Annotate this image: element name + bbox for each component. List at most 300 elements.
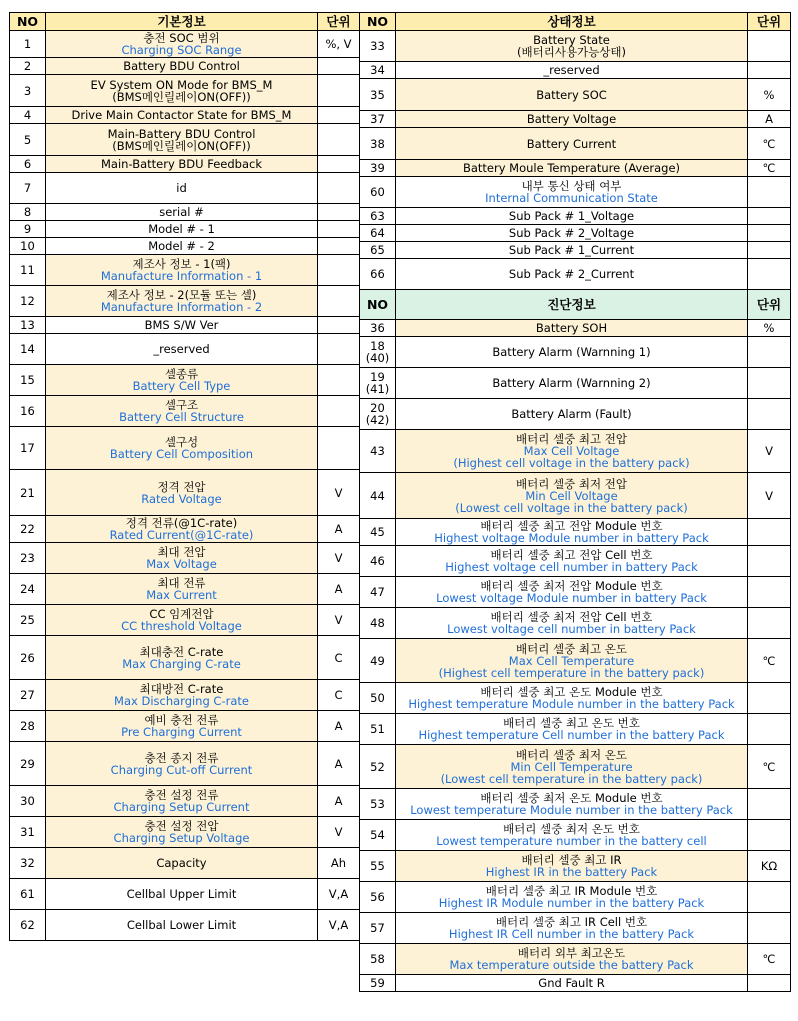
row-unit bbox=[318, 156, 360, 173]
row-number: 24 bbox=[10, 574, 46, 605]
row-description bbox=[396, 337, 748, 368]
row-unit: V bbox=[748, 473, 791, 519]
row-unit: A bbox=[318, 711, 360, 742]
row-description bbox=[46, 817, 318, 848]
description-primary: 내부 통신 상태 여부 bbox=[521, 179, 622, 193]
description-english: Min Cell Voltage bbox=[525, 488, 618, 503]
description-english: CC threshold Voltage bbox=[121, 619, 242, 633]
description-english: Highest voltage Module number in battery Pack bbox=[434, 531, 709, 545]
row-number: 52 bbox=[360, 745, 396, 789]
table-row bbox=[360, 820, 791, 851]
description-primary: Battery Voltage bbox=[526, 112, 617, 126]
description-english-detail: (Lowest cell voltage in the battery pack) bbox=[455, 500, 688, 515]
description-primary: Battery State bbox=[533, 33, 610, 47]
description-english: Lowest voltage cell number in battery Pack bbox=[447, 622, 696, 636]
row-number: 39 bbox=[360, 160, 396, 177]
row-unit bbox=[748, 242, 791, 259]
table-row bbox=[360, 714, 791, 745]
row-description bbox=[396, 546, 748, 577]
row-number: 48 bbox=[360, 608, 396, 639]
description-primary: _reserved bbox=[153, 342, 210, 356]
row-number: 17 bbox=[10, 427, 46, 470]
description-primary: Model # - 1 bbox=[148, 222, 215, 236]
row-unit bbox=[748, 177, 791, 208]
row-number: 61 bbox=[10, 879, 46, 910]
description-english: Highest IR Cell number in the battery Pack bbox=[448, 927, 695, 941]
table-row bbox=[360, 608, 791, 639]
row-unit: A bbox=[318, 516, 360, 543]
description-english: Lowest temperature Module number in the battery Pack bbox=[410, 803, 733, 817]
row-unit: Ah bbox=[318, 848, 360, 879]
row-number: 44 bbox=[360, 473, 396, 519]
description-primary: Model # - 2 bbox=[148, 239, 215, 253]
row-description bbox=[46, 75, 318, 107]
table-row bbox=[10, 396, 360, 427]
row-unit bbox=[748, 62, 791, 79]
table-row bbox=[360, 337, 791, 368]
table-row bbox=[10, 879, 360, 910]
row-description bbox=[46, 255, 318, 286]
row-number: 30 bbox=[10, 786, 46, 817]
description-english: Max Discharging C-rate bbox=[114, 694, 249, 708]
table-row bbox=[10, 238, 360, 255]
description-english: Charging SOC Range bbox=[121, 43, 242, 57]
description-primary: 셀구성 bbox=[164, 435, 199, 449]
description-primary: Battery Current bbox=[526, 136, 617, 151]
row-description bbox=[396, 79, 748, 111]
row-description bbox=[46, 156, 318, 173]
table-row bbox=[360, 128, 791, 160]
table-row bbox=[10, 574, 360, 605]
row-unit bbox=[318, 317, 360, 334]
row-number: 19 (41) bbox=[360, 368, 396, 399]
table-row bbox=[360, 851, 791, 882]
table-row bbox=[10, 543, 360, 574]
table-row bbox=[10, 255, 360, 286]
row-description bbox=[396, 259, 748, 290]
row-unit bbox=[748, 31, 791, 62]
description-english: Manufacture Information - 2 bbox=[100, 300, 263, 314]
table-row bbox=[360, 62, 791, 79]
table-row bbox=[360, 577, 791, 608]
status-info-rows bbox=[360, 31, 791, 290]
row-unit: A bbox=[318, 574, 360, 605]
table-row bbox=[360, 683, 791, 714]
description-english: Rated Current(@1C-rate) bbox=[109, 528, 254, 542]
table-row bbox=[360, 745, 791, 789]
row-description bbox=[46, 910, 318, 941]
row-number: 28 bbox=[10, 711, 46, 742]
row-unit bbox=[748, 608, 791, 639]
row-description bbox=[396, 608, 748, 639]
row-number: 7 bbox=[10, 173, 46, 204]
basic-info-rows bbox=[10, 31, 360, 941]
description-english: Highest temperature Module number in the battery Pack bbox=[408, 697, 735, 711]
row-description bbox=[46, 711, 318, 742]
description-primary: 제조사 정보 - 1(팩) bbox=[132, 257, 231, 271]
row-description bbox=[46, 124, 318, 156]
row-number: 49 bbox=[360, 639, 396, 683]
description-note: (배터리사용가능상태) bbox=[517, 45, 626, 59]
row-unit bbox=[748, 519, 791, 546]
row-number: 53 bbox=[360, 789, 396, 820]
description-english: Charging Setup Current bbox=[113, 800, 250, 814]
row-description bbox=[396, 177, 748, 208]
description-english: Highest IR in the battery Pack bbox=[485, 865, 658, 879]
row-description bbox=[46, 238, 318, 255]
row-description bbox=[46, 427, 318, 470]
row-description bbox=[46, 396, 318, 427]
header-no: NO bbox=[360, 290, 396, 320]
description-primary: 배터리 셀중 최저 온도 bbox=[516, 747, 627, 762]
row-unit: C bbox=[318, 680, 360, 711]
description-primary: 배터리 셀중 최고 온도 번호 bbox=[503, 716, 640, 730]
table-row bbox=[10, 107, 360, 124]
row-description bbox=[46, 365, 318, 396]
table-row bbox=[360, 882, 791, 913]
description-primary: Battery SOC bbox=[536, 87, 607, 102]
row-unit: ℃ bbox=[748, 745, 791, 789]
row-unit bbox=[748, 259, 791, 290]
row-description bbox=[396, 225, 748, 242]
row-unit: A bbox=[748, 111, 791, 128]
header-unit: 단위 bbox=[318, 13, 360, 31]
status-diagnostic-table bbox=[359, 12, 791, 992]
row-description bbox=[396, 944, 748, 975]
table-row bbox=[360, 944, 791, 975]
description-primary: 배터리 셀중 최저 온도 번호 bbox=[503, 822, 640, 836]
row-unit: % bbox=[748, 320, 791, 337]
table-row bbox=[10, 516, 360, 543]
description-english: Min Cell Temperature bbox=[510, 759, 633, 774]
description-english: Pre Charging Current bbox=[121, 725, 242, 739]
description-primary: 충전 설정 전류 bbox=[144, 788, 219, 802]
description-primary: 최대 전압 bbox=[157, 545, 206, 559]
table-row bbox=[360, 320, 791, 337]
row-description bbox=[46, 204, 318, 221]
row-unit bbox=[748, 337, 791, 368]
description-primary: 배터리 셀중 최고 IR Cell 번호 bbox=[495, 915, 648, 929]
row-unit bbox=[318, 221, 360, 238]
row-number: 47 bbox=[360, 577, 396, 608]
row-number: 43 bbox=[360, 430, 396, 473]
row-description bbox=[46, 221, 318, 238]
row-number: 62 bbox=[10, 910, 46, 941]
table-row bbox=[10, 680, 360, 711]
description-primary: Battery SOH bbox=[535, 321, 608, 335]
row-number: 16 bbox=[10, 396, 46, 427]
row-number: 55 bbox=[360, 851, 396, 882]
row-number: 33 bbox=[360, 31, 396, 62]
description-primary: 예비 충전 전류 bbox=[144, 713, 219, 727]
row-unit: ℃ bbox=[748, 944, 791, 975]
row-number: 35 bbox=[360, 79, 396, 111]
description-english: Max Voltage bbox=[146, 557, 217, 571]
table-row bbox=[10, 58, 360, 75]
description-english: Max Cell Voltage bbox=[523, 444, 620, 458]
row-unit bbox=[318, 75, 360, 107]
row-number: 46 bbox=[360, 546, 396, 577]
table-row bbox=[10, 817, 360, 848]
row-unit: A bbox=[318, 786, 360, 817]
description-primary: 배터리 셀중 최고 IR bbox=[521, 853, 622, 867]
row-number: 1 bbox=[10, 31, 46, 58]
table-row bbox=[10, 31, 360, 58]
description-primary: Sub Pack # 2_Current bbox=[508, 267, 635, 281]
row-number: 8 bbox=[10, 204, 46, 221]
table-row bbox=[360, 242, 791, 259]
row-description bbox=[46, 317, 318, 334]
row-unit: %, V bbox=[318, 31, 360, 58]
table-row bbox=[10, 334, 360, 365]
table-row bbox=[360, 111, 791, 128]
table-row bbox=[10, 286, 360, 317]
row-number: 21 bbox=[10, 470, 46, 516]
table-row bbox=[360, 399, 791, 430]
table-row bbox=[360, 259, 791, 290]
table-row bbox=[10, 636, 360, 680]
basic-info-table bbox=[9, 12, 360, 941]
description-english: Rated Voltage bbox=[141, 491, 222, 506]
table-row bbox=[360, 546, 791, 577]
table-row bbox=[360, 225, 791, 242]
row-number: 54 bbox=[360, 820, 396, 851]
row-description bbox=[396, 882, 748, 913]
description-english: Battery Cell Structure bbox=[119, 410, 244, 424]
table-row bbox=[10, 605, 360, 636]
description-english: Lowest voltage Module number in battery Pack bbox=[436, 591, 707, 605]
row-number: 56 bbox=[360, 882, 396, 913]
diagnostic-info-rows bbox=[360, 320, 791, 992]
row-description bbox=[46, 680, 318, 711]
description-primary: Main-Battery BDU Feedback bbox=[101, 157, 262, 171]
row-number: 5 bbox=[10, 124, 46, 156]
row-description bbox=[396, 789, 748, 820]
row-unit bbox=[748, 577, 791, 608]
description-english: Max Current bbox=[146, 588, 217, 602]
header-status-info: 상태정보 bbox=[396, 13, 748, 31]
row-unit: V,A bbox=[318, 910, 360, 941]
table-row bbox=[10, 711, 360, 742]
row-description bbox=[396, 820, 748, 851]
row-number: 31 bbox=[10, 817, 46, 848]
row-number: 38 bbox=[360, 128, 396, 160]
row-number: 6 bbox=[10, 156, 46, 173]
table-row bbox=[360, 789, 791, 820]
row-description bbox=[46, 31, 318, 58]
row-unit bbox=[318, 286, 360, 317]
description-primary: 셀종류 bbox=[164, 367, 199, 381]
row-number: 50 bbox=[360, 683, 396, 714]
description-primary: id bbox=[176, 181, 187, 195]
row-unit bbox=[318, 365, 360, 396]
row-number: 18 (40) bbox=[360, 337, 396, 368]
row-description bbox=[396, 208, 748, 225]
row-number: 66 bbox=[360, 259, 396, 290]
row-unit bbox=[748, 683, 791, 714]
row-unit bbox=[748, 820, 791, 851]
description-primary: 배터리 셀중 최저 전압 Cell 번호 bbox=[490, 610, 653, 624]
description-primary: 배터리 셀중 최고 전압 Module 번호 bbox=[480, 519, 663, 533]
description-primary: _reserved bbox=[543, 63, 600, 77]
table-row bbox=[10, 910, 360, 941]
description-primary: BMS S/W Ver bbox=[144, 318, 219, 332]
header-no: NO bbox=[360, 13, 396, 31]
row-description bbox=[396, 639, 748, 683]
description-primary: Sub Pack # 1_Voltage bbox=[508, 209, 635, 223]
row-unit: ℃ bbox=[748, 639, 791, 683]
row-unit bbox=[318, 255, 360, 286]
row-description bbox=[46, 58, 318, 75]
table-row bbox=[360, 177, 791, 208]
table-row bbox=[360, 160, 791, 177]
description-english-detail: (Highest cell voltage in the battery pack) bbox=[453, 456, 690, 470]
row-number: 29 bbox=[10, 742, 46, 786]
row-unit: ℃ bbox=[748, 160, 791, 177]
header-no: NO bbox=[10, 13, 46, 31]
description-english: Battery Cell Type bbox=[132, 379, 231, 393]
table-row bbox=[360, 519, 791, 546]
description-english: Highest temperature Cell number in the battery Pack bbox=[418, 728, 725, 742]
description-primary: Capacity bbox=[156, 856, 207, 870]
row-unit bbox=[748, 546, 791, 577]
description-primary: Battery BDU Control bbox=[123, 59, 240, 73]
header-unit: 단위 bbox=[748, 13, 791, 31]
row-description bbox=[396, 128, 748, 160]
row-number: 3 bbox=[10, 75, 46, 107]
description-english: Highest IR Module number in the battery Pack bbox=[438, 896, 705, 910]
row-description bbox=[396, 399, 748, 430]
description-primary: 배터리 셀중 최고 IR Module 번호 bbox=[485, 884, 658, 898]
row-description bbox=[396, 745, 748, 789]
row-number: 22 bbox=[10, 516, 46, 543]
table-row bbox=[360, 473, 791, 519]
description-primary: 제조사 정보 - 2(모듈 또는 셀) bbox=[106, 288, 257, 302]
row-unit: A bbox=[318, 742, 360, 786]
row-unit bbox=[748, 225, 791, 242]
row-unit: V bbox=[748, 430, 791, 473]
row-description bbox=[46, 516, 318, 543]
description-primary: Main-Battery BDU Control bbox=[107, 126, 256, 141]
row-description bbox=[396, 577, 748, 608]
row-number: 64 bbox=[360, 225, 396, 242]
row-number: 60 bbox=[360, 177, 396, 208]
row-number: 12 bbox=[10, 286, 46, 317]
description-english: Battery Cell Composition bbox=[109, 447, 254, 461]
table-row bbox=[10, 848, 360, 879]
row-number: 63 bbox=[360, 208, 396, 225]
description-english: Lowest temperature number in the battery cell bbox=[436, 834, 707, 848]
row-unit: V,A bbox=[318, 879, 360, 910]
row-description bbox=[396, 31, 748, 62]
row-unit bbox=[748, 913, 791, 944]
row-unit bbox=[318, 427, 360, 470]
description-primary: 배터리 셀중 최고 온도 Module 번호 bbox=[480, 685, 663, 699]
description-primary: 최대방전 C-rate bbox=[139, 682, 224, 696]
row-number: 58 bbox=[360, 944, 396, 975]
row-number: 45 bbox=[360, 519, 396, 546]
table-row bbox=[10, 742, 360, 786]
row-description bbox=[396, 473, 748, 519]
table-row bbox=[10, 365, 360, 396]
description-primary: Battery Alarm (Warnning 2) bbox=[492, 376, 651, 390]
row-description bbox=[46, 334, 318, 365]
row-unit bbox=[748, 208, 791, 225]
description-english: Max Cell Temperature bbox=[508, 653, 635, 668]
row-unit bbox=[318, 107, 360, 124]
header-unit: 단위 bbox=[748, 290, 791, 320]
description-primary: 충전 종지 전류 bbox=[144, 750, 219, 765]
row-number: 27 bbox=[10, 680, 46, 711]
description-primary: 최대충전 C-rate bbox=[139, 644, 224, 659]
row-number: 20 (42) bbox=[360, 399, 396, 430]
row-number: 14 bbox=[10, 334, 46, 365]
description-primary: Sub Pack # 2_Voltage bbox=[508, 226, 635, 240]
row-description bbox=[396, 242, 748, 259]
description-note: (BMS메인릴레이ON(OFF)) bbox=[112, 89, 251, 104]
description-primary: 충전 SOC 범위 bbox=[143, 31, 220, 45]
row-number: 4 bbox=[10, 107, 46, 124]
description-english: Manufacture Information - 1 bbox=[100, 269, 263, 283]
row-unit bbox=[318, 334, 360, 365]
description-english: Charging Cut-off Current bbox=[110, 762, 253, 777]
table-row bbox=[10, 317, 360, 334]
description-primary: 배터리 셀중 최고 전압 bbox=[516, 432, 627, 446]
row-description bbox=[46, 574, 318, 605]
row-number: 13 bbox=[10, 317, 46, 334]
row-description bbox=[396, 160, 748, 177]
description-primary: Gnd Fault R bbox=[538, 976, 605, 990]
description-primary: 배터리 셀중 최저 전압 Module 번호 bbox=[480, 579, 663, 593]
row-number: 11 bbox=[10, 255, 46, 286]
table-row bbox=[360, 430, 791, 473]
description-primary: 배터리 셀중 최저 온도 Module 번호 bbox=[480, 791, 663, 805]
row-unit: KΩ bbox=[748, 851, 791, 882]
row-description bbox=[46, 470, 318, 516]
row-number: 23 bbox=[10, 543, 46, 574]
description-primary: Battery Alarm (Warnning 1) bbox=[492, 345, 651, 359]
description-primary: CC 임계전압 bbox=[149, 607, 214, 621]
description-primary: Sub Pack # 1_Current bbox=[508, 243, 635, 257]
description-primary: Cellbal Lower Limit bbox=[126, 918, 237, 932]
description-primary: Battery Moule Temperature (Average) bbox=[462, 161, 681, 175]
table-row bbox=[360, 79, 791, 111]
row-description bbox=[46, 543, 318, 574]
row-number: 26 bbox=[10, 636, 46, 680]
description-primary: 정격 전압 bbox=[157, 479, 206, 494]
row-unit bbox=[748, 789, 791, 820]
row-unit bbox=[318, 238, 360, 255]
description-primary: Battery Alarm (Fault) bbox=[511, 407, 632, 421]
row-unit bbox=[748, 882, 791, 913]
row-unit: ℃ bbox=[748, 128, 791, 160]
row-unit bbox=[748, 714, 791, 745]
table-row bbox=[360, 208, 791, 225]
description-primary: 정격 전류(@1C-rate) bbox=[125, 516, 238, 530]
row-description bbox=[396, 111, 748, 128]
description-primary: Drive Main Contactor State for BMS_M bbox=[71, 108, 292, 122]
row-number: 32 bbox=[10, 848, 46, 879]
row-description bbox=[46, 742, 318, 786]
row-description bbox=[396, 913, 748, 944]
description-primary: 배터리 셀중 최고 온도 bbox=[516, 641, 627, 656]
table-row bbox=[10, 786, 360, 817]
row-description bbox=[396, 62, 748, 79]
header-basic-info: 기본정보 bbox=[46, 13, 318, 31]
row-number: 51 bbox=[360, 714, 396, 745]
row-description bbox=[46, 107, 318, 124]
row-description bbox=[46, 879, 318, 910]
